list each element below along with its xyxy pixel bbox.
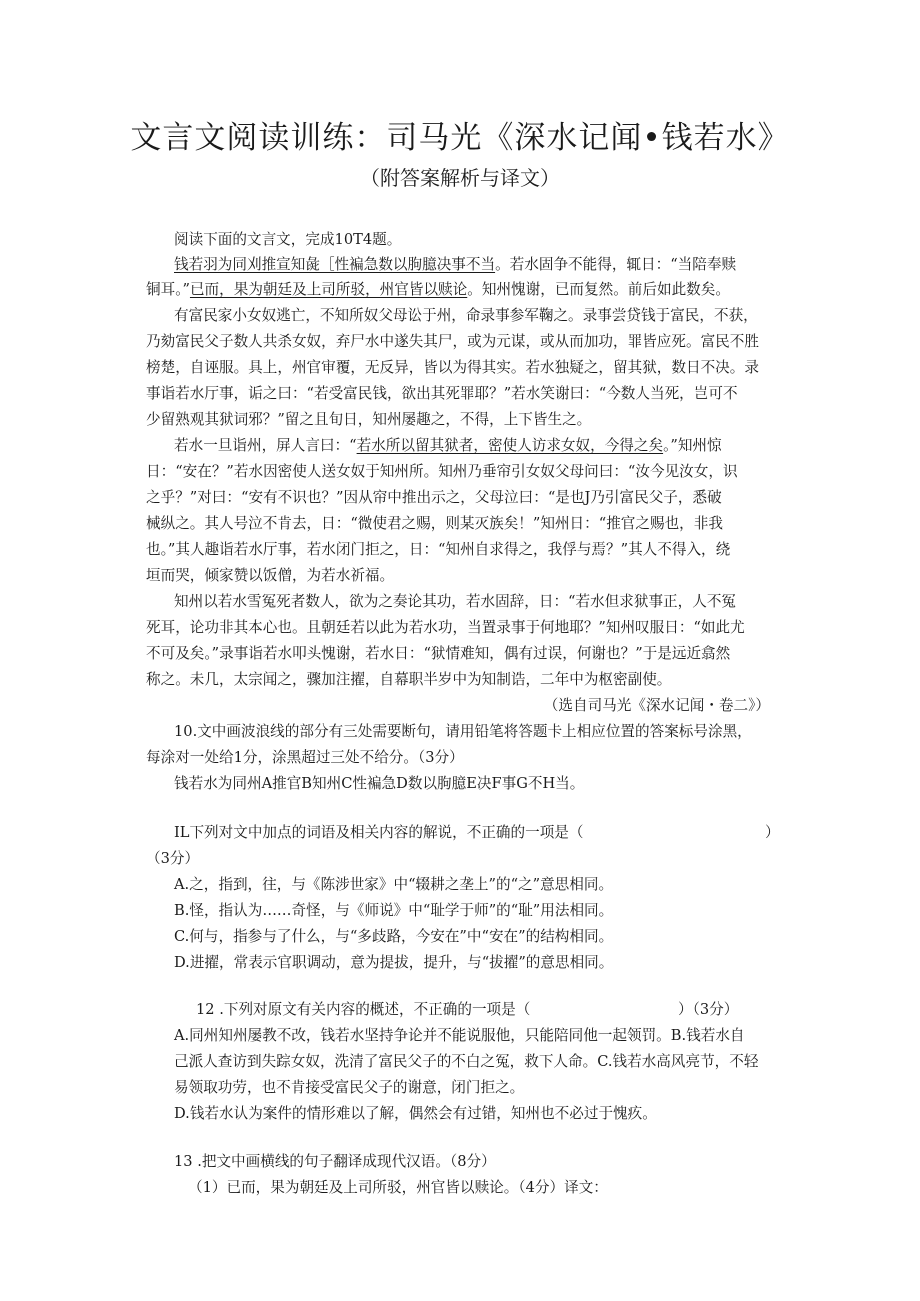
passage-line: 事诣若水厅事，诟之曰：“若受富民钱，欲出其死罪耶？”若水笑谢曰：“今数人当死，岂可不 xyxy=(146,385,738,402)
question-12-line: 易领取功劳，也不肯接受富民父子的谢意，闭门拒之。 xyxy=(174,1079,525,1096)
passage-line: 之乎？”对曰：“安有不识也？”因从帘中推出示之，父母泣曰：“是也J乃引富民父子，悉破 xyxy=(146,489,722,506)
passage-line: 称之。未几，太宗闻之，骤加注擢，自幕职半岁中为知制诰，二年中为枢密副使。 xyxy=(146,671,672,688)
passage-line: 榜楚，自诬服。具上，州官审覆，无反异，皆以为得其实。若水独疑之，留其狱，数日不决。录 xyxy=(146,359,759,376)
question-12: 12 .下列对原文有关内容的概述，不正确的一项是（ xyxy=(196,1001,531,1018)
passage-line: 垣而哭，倾家赞以饭僧，为若水祈福。 xyxy=(146,567,395,584)
passage-line: 知州以若水雪冤死者数人，欲为之奏论其功，若水固辞，日：“若水但求狱事正，人不冤 xyxy=(174,593,737,610)
question-13: 13 .把文中画横线的句子翻译成现代汉语。（8分） xyxy=(174,1153,496,1170)
question-12-line: A.同州知州屡教不改，钱若水坚持争论并不能说服他，只能陪同他一起领罚。B.钱若水自 xyxy=(174,1027,745,1044)
passage-line: 少留熟观其狱词邪？”留之且旬日，知州屡趣之，不得，上下皆生之。 xyxy=(146,411,592,428)
wavy-underlined-sentence: 钱若羽为同刈推宣知彘［性褊急数以朐臆决事不当 xyxy=(174,256,496,273)
page-title: 文言文阅读训练：司马光《深水记闻•钱若水》 xyxy=(130,120,790,156)
intro-text: 阅读下面的文言文，完成10T4题。 xyxy=(174,231,402,248)
passage-line: 钱若羽为同刈推宣知彘［性褊急数以朐臆决事不当。若水固争不能得，辄日：“当陪奉赎 xyxy=(174,256,737,273)
passage-line: 有富民家小女奴逃亡，不知所奴父母讼于州，命录事参军鞠之。录事尝贷钱于富民，不获， xyxy=(174,307,758,324)
option-a: A.之，指到，往，与《陈涉世家》中“辍耕之垄上”的“之”意思相同。 xyxy=(174,876,614,893)
answer-bracket-close: ） xyxy=(765,824,780,841)
option-d: D.进擢，常表示官职调动，意为提拔，提升，与“拔擢”的意思相同。 xyxy=(174,954,614,971)
page-subtitle: （附答案解析与译文） xyxy=(360,166,560,190)
question-10-sentence: 钱若水为同州A推官B知州C性褊急D数以朐臆E决F事G不H当。 xyxy=(174,775,585,792)
question-12-line: D.钱若水认为案件的情形难以了解，偶然会有过错，知州也不必过于愧疚。 xyxy=(174,1105,657,1122)
passage-line: 死耳，论功非其本心也。且朝廷若以此为若水功，当置录事于何地耶？”知州叹服日：“如此尤 xyxy=(146,619,745,636)
answer-bracket-close: ）（3分） xyxy=(678,1001,739,1018)
question-13-sub-1: （1）已而，果为朝廷及上司所驳，州官皆以赎论。（4分）译文： xyxy=(188,1179,608,1196)
passage-line: 不可及矣。”录事诣若水叩头愧谢，若水日：“狱情难知，偶有过误，何谢也？”于是远近翕然 xyxy=(146,645,731,662)
passage-line: 日：“安在？”若水因密使人送女奴于知州所。知州乃垂帘引女奴父母问曰：“汝今见汝女，识 xyxy=(146,463,738,480)
question-12-line: 己派人查访到失踪女奴，洗清了富民父子的不白之冤，救下人命。C.钱若水高风亮节，不轻 xyxy=(174,1053,759,1070)
option-b: B.怪，指认为……奇怪，与《师说》中“耻学于师”的“耻”用法相同。 xyxy=(174,902,614,919)
passage-line: 也。”其人趣诣若水厅事，若水闭门拒之，日：“知州自求得之，我俘与焉？”其人不得入，绕 xyxy=(146,541,731,558)
question-11: IL下列对文中加点的词语及相关内容的解说，不正确的一项是（ xyxy=(174,824,584,841)
question-10: 10.文中画波浪线的部分有三处需要断句，请用铅笔将答题卡上相应位置的答案标号涂黑， xyxy=(174,723,752,740)
option-c: C.何与，指参与了什么，与“多歧路，今安在”中“安在”的结构相同。 xyxy=(174,928,614,945)
passage-line: 若水一旦诣州，屏人言曰：“若水所以留其狱者，密使人访求女奴，今得之矣。”知州惊 xyxy=(174,437,722,454)
passage-line: 械纵之。其人号泣不肯去，日：“微使君之赐，则某灭族矣！”知州日：“推官之赐也，非我 xyxy=(146,515,723,532)
underlined-sentence: 已而，果为朝廷及上司所驳，州官皆以赎论 xyxy=(189,281,468,298)
passage-line: 乃劾富民父子数人共杀女奴，弃尸水中遂失其尸，或为元谋，或从而加功，罪皆应死。富民不胜 xyxy=(146,333,759,350)
passage-source: （选自司马光《深水记闻・卷二》） xyxy=(543,697,770,714)
underlined-sentence: 若水所以留其狱者，密使人访求女奴，今得之矣 xyxy=(356,437,664,454)
passage-line: 铜耳。”已而，果为朝廷及上司所驳，州官皆以赎论。知州愧谢，已而复然。前后如此数矣。 xyxy=(146,281,730,298)
question-10-line: 每涂对一处给1分，涂黑超过三处不给分。（3分） xyxy=(146,749,464,766)
question-11-score: （3分） xyxy=(146,850,200,867)
